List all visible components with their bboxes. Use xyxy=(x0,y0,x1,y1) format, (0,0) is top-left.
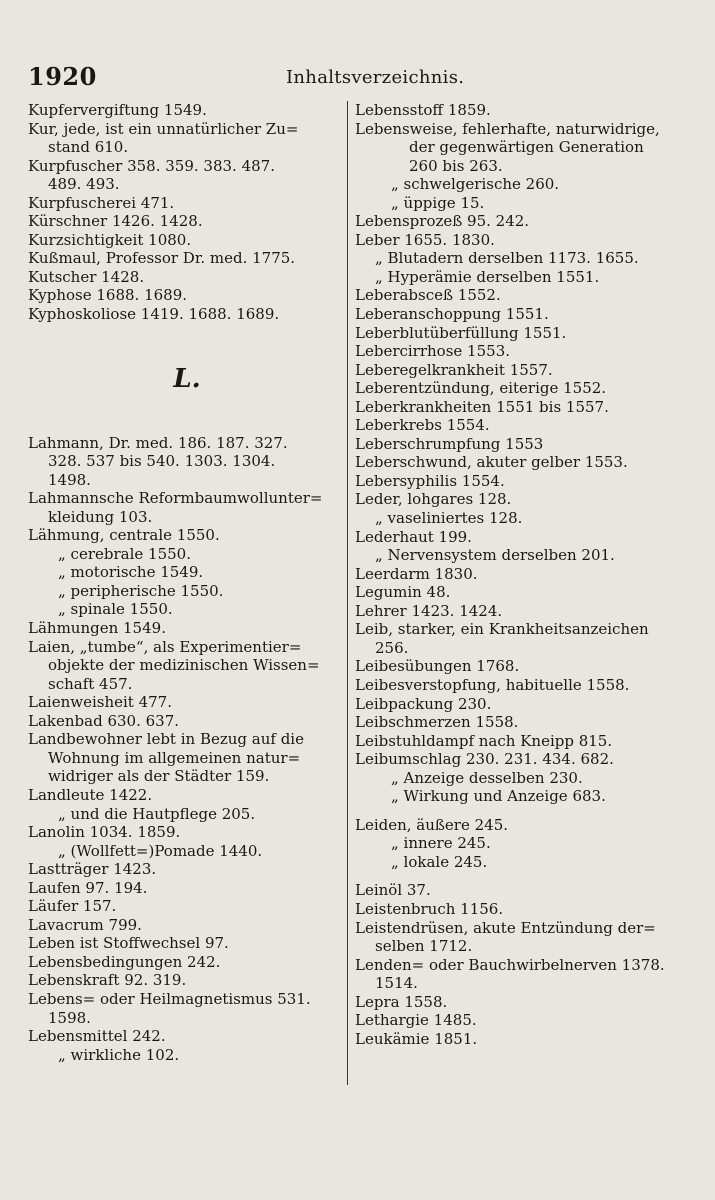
index-entry: Laienweisheit 477. xyxy=(28,693,172,712)
index-subentry: „ und die Hautpflege 205. xyxy=(58,804,256,823)
index-entry: Lebens= oder Heilmagnetismus 531. xyxy=(28,989,311,1008)
index-subentry: „ Hyperämie derselben 1551. xyxy=(375,267,600,286)
index-entry: Lebensbedingungen 242. xyxy=(28,952,221,971)
index-entry: Landbewohner lebt in Bezug auf die xyxy=(28,730,304,749)
index-subentry: „ Anzeige desselben 230. xyxy=(391,768,583,787)
index-entry: Leinöl 37. xyxy=(355,881,431,900)
index-entry: Lavacrum 799. xyxy=(28,915,142,934)
index-entry: Leberschrumpfung 1553 xyxy=(355,434,544,453)
index-entry-continuation: 1498. xyxy=(48,470,91,489)
index-subentry: „ peripherische 1550. xyxy=(58,581,224,600)
index-entry: Leibpackung 230. xyxy=(355,694,492,713)
index-entry-continuation: kleidung 103. xyxy=(48,507,153,526)
page-header xyxy=(28,62,687,96)
index-entry: Lahmann, Dr. med. 186. 187. 327. xyxy=(28,433,288,452)
index-subentry: „ Nervensystem derselben 201. xyxy=(375,546,615,565)
index-entry-continuation: 260 bis 263. xyxy=(409,156,503,175)
index-entry-continuation: 1514. xyxy=(375,974,418,993)
index-entry: Kußmaul, Professor Dr. med. 1775. xyxy=(28,249,296,268)
index-entry: Kyphoskoliose 1419. 1688. 1689. xyxy=(28,305,280,324)
index-subentry: „ spinale 1550. xyxy=(58,600,173,619)
index-entry: Lanolin 1034. 1859. xyxy=(28,823,181,842)
index-entry: Lähmungen 1549. xyxy=(28,619,166,638)
index-entry-continuation: 489. 493. xyxy=(48,175,120,194)
index-entry: Lebercirrhose 1553. xyxy=(355,342,511,361)
index-subentry: „ Wirkung und Anzeige 683. xyxy=(391,787,606,806)
index-entry: Legumin 48. xyxy=(355,583,451,602)
index-subentry: „ cerebrale 1550. xyxy=(58,544,191,563)
index-entry: Leistendrüsen, akute Entzündung der= xyxy=(355,918,656,937)
index-subentry: „ motorische 1549. xyxy=(58,563,204,582)
index-entry-continuation: widriger als der Städter 159. xyxy=(48,767,270,786)
index-entry: Leibstuhldampf nach Kneipp 815. xyxy=(355,731,613,750)
index-subentry: „ vaseliniertes 128. xyxy=(375,509,523,528)
index-entry-continuation: stand 610. xyxy=(48,138,129,157)
index-entry: Landleute 1422. xyxy=(28,785,153,804)
index-entry: Lebenskraft 92. 319. xyxy=(28,971,187,990)
index-entry: Leukämie 1851. xyxy=(355,1029,478,1048)
index-entry: Kurpfuscherei 471. xyxy=(28,193,175,212)
index-entry: Leiden, äußere 245. xyxy=(355,815,509,834)
index-subentry: „ schwelgerische 260. xyxy=(391,175,560,194)
index-entry: Leber 1655. 1830. xyxy=(355,230,495,249)
index-entry: Leberabsceß 1552. xyxy=(355,286,501,305)
index-entry: Lebensmittel 242. xyxy=(28,1027,166,1046)
index-entry-continuation: 1598. xyxy=(48,1008,91,1027)
index-entry: Leibesübungen 1768. xyxy=(355,657,520,676)
index-entry: Leberegelkrankheit 1557. xyxy=(355,360,553,379)
index-entry: Lebensstoff 1859. xyxy=(355,101,491,119)
index-subentry: „ üppige 15. xyxy=(391,193,485,212)
index-entry: Leberkrankheiten 1551 bis 1557. xyxy=(355,397,609,416)
spacer xyxy=(355,806,690,816)
index-entry: Lakenbad 630. 637. xyxy=(28,711,180,730)
index-entry: Lebensweise, fehlerhafte, naturwidrige, xyxy=(355,119,660,138)
index-entry-continuation: der gegenwärtigen Generation xyxy=(409,138,644,157)
index-entry-continuation: selben 1712. xyxy=(375,937,473,956)
index-entry: Lethargie 1485. xyxy=(355,1011,477,1030)
index-subentry: „ innere 245. xyxy=(391,834,491,853)
index-entry-continuation: 256. xyxy=(375,638,409,657)
index-subentry: „ Blutadern derselben 1173. 1655. xyxy=(375,249,639,268)
index-entry: Laien, „tumbe“, als Experimentier= xyxy=(28,637,302,656)
index-entry: Lehrer 1423. 1424. xyxy=(355,601,503,620)
index-entry: Kur, jede, ist ein unnatürlicher Zu= xyxy=(28,119,299,138)
index-entry: Leibschmerzen 1558. xyxy=(355,713,519,732)
index-entry: Lederhaut 199. xyxy=(355,527,472,546)
index-subentry: „ (Wollfett=)Pomade 1440. xyxy=(58,841,263,860)
index-subentry: „ lokale 245. xyxy=(391,852,488,871)
index-entry: Lepra 1558. xyxy=(355,992,448,1011)
index-entry-continuation: 328. 537 bis 540. 1303. 1304. xyxy=(48,452,276,471)
index-entry: Leben ist Stoffwechsel 97. xyxy=(28,934,229,953)
left-column xyxy=(28,101,346,1064)
index-entry: Leibumschlag 230. 231. 434. 682. xyxy=(355,750,614,769)
running-head: Inhaltsverzeichnis. xyxy=(286,67,465,88)
index-entry: Leerdarm 1830. xyxy=(355,564,478,583)
index-entry: Läufer 157. xyxy=(28,897,117,916)
index-entry: Kupfervergiftung 1549. xyxy=(28,101,207,119)
index-entry: Lähmung, centrale 1550. xyxy=(28,526,220,545)
index-entry: Leberkrebs 1554. xyxy=(355,416,490,435)
index-entry: Lebersyphilis 1554. xyxy=(355,471,505,490)
index-entry-continuation: Wohnung im allgemeinen natur= xyxy=(48,748,301,767)
index-entry: Lebensprozeß 95. 242. xyxy=(355,212,530,231)
index-entry: Leib, starker, ein Krankheitsanzeichen xyxy=(355,620,649,639)
page-number: 1920 xyxy=(28,62,97,91)
index-entry: Leberblutüberfüllung 1551. xyxy=(355,323,567,342)
index-entry: Leberentzündung, eiterige 1552. xyxy=(355,379,607,398)
index-entry: Leistenbruch 1156. xyxy=(355,899,504,918)
index-subentry: „ wirkliche 102. xyxy=(58,1045,180,1064)
section-letter: L. xyxy=(173,363,201,394)
column-divider xyxy=(347,101,348,1085)
index-entry: Kurzsichtigkeit 1080. xyxy=(28,230,192,249)
index-entry-continuation: objekte der medizinischen Wissen= xyxy=(48,656,320,675)
spacer xyxy=(355,871,690,881)
index-entry: Lenden= oder Bauchwirbelnerven 1378. xyxy=(355,955,665,974)
index-entry: Kurpfuscher 358. 359. 383. 487. xyxy=(28,156,275,175)
index-entry-continuation: schaft 457. xyxy=(48,674,133,693)
index-entry: Kutscher 1428. xyxy=(28,267,145,286)
index-entry: Leibesverstopfung, habituelle 1558. xyxy=(355,675,630,694)
index-entry: Leberschwund, akuter gelber 1553. xyxy=(355,453,628,472)
index-entry: Laufen 97. 194. xyxy=(28,878,148,897)
index-entry: Leder, lohgares 128. xyxy=(355,490,512,509)
index-entry: Lahmannsche Reformbaumwollunter= xyxy=(28,489,323,508)
index-entry: Kyphose 1688. 1689. xyxy=(28,286,188,305)
index-entry: Lastträger 1423. xyxy=(28,860,157,879)
index-entry: Leberanschoppung 1551. xyxy=(355,305,549,324)
right-column xyxy=(355,101,690,1048)
index-entry: Kürschner 1426. 1428. xyxy=(28,212,203,231)
